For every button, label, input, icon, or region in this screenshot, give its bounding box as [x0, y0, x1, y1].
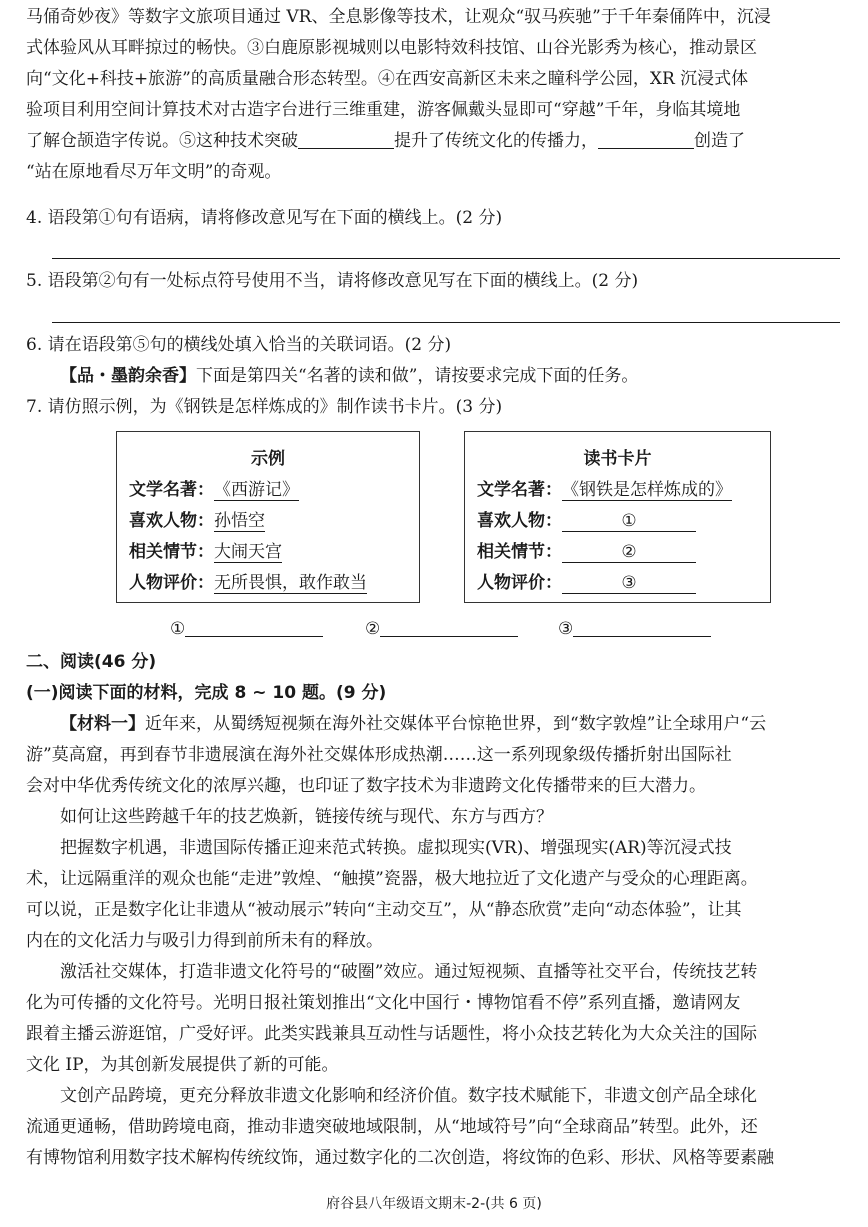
material-line: 有博物馆利用数字技术解构传统纹饰，通过数字化的二次创造，将纹饰的色彩、形状、风格等要素融 — [26, 1148, 774, 1168]
material-line: 会对中华优秀传统文化的浓厚兴趣，也印证了数字技术为非遗跨文化传播带来的巨大潜力。 — [26, 776, 706, 796]
passage-line: 验项目利用空间计算技术对古造字台进行三维重建，游客佩戴头显即可“穿越”千年，身临其境地 — [26, 100, 741, 120]
passage-text: 了解仓颉造字传说。⑤这种技术突破 — [26, 131, 298, 151]
passage-line-with-blanks — [26, 126, 844, 157]
passage-line: 式体验风从耳畔掠过的畅快。③白鹿原影视城则以电影特效科技馆、山谷光影秀为核心，推动景区 — [26, 38, 757, 58]
reading-section — [26, 647, 844, 1174]
material-line: 激活社交媒体，打造非遗文化符号的“破圈”效应。通过短视频、直播等社交平台，传统技艺转 — [60, 962, 758, 982]
card-value: 孙悟空 — [214, 506, 265, 532]
answer-mark: ② — [365, 619, 381, 639]
card-blank[interactable]: ③ — [562, 573, 696, 594]
material-line: 内在的文化活力与吸引力得到前所未有的释放。 — [26, 931, 383, 951]
material-line: 把握数字机遇，非遗国际传播正迎来范式转换。虚拟现实(VR)、增强现实(AR)等沉浸式技 — [60, 838, 732, 858]
card-row — [129, 475, 299, 501]
card-key: 相关情节： — [477, 542, 562, 562]
answer-mark: ① — [170, 619, 186, 639]
question-5 — [26, 266, 844, 297]
material-line: 化为可传播的文化符号。光明日报社策划推出“文化中国行・博物馆看不停”系列直播，邀请网友 — [26, 993, 741, 1013]
fill-blank-1[interactable] — [298, 128, 394, 149]
question-text: 6. 请在语段第⑤句的横线处填入恰当的关联词语。(2 分) — [26, 335, 452, 355]
card-key: 人物评价： — [477, 573, 562, 593]
card-row — [477, 568, 696, 594]
card-title: 示例 — [251, 449, 285, 469]
material-line: 术，让远隔重洋的观众也能“走进”敦煌、“触摸”瓷器，极大地拉近了文化遗产与受众的心理距离。 — [26, 869, 758, 889]
card-row — [477, 537, 696, 563]
card-key: 文学名著： — [477, 480, 562, 500]
question-text: 4. 语段第①句有语病，请将修改意见写在下面的横线上。(2 分) — [26, 208, 503, 228]
material-line — [26, 709, 844, 740]
material-line: 文创产品跨境，更充分释放非遗文化影响和经济价值。数字技术赋能下，非遗文创产品全球化 — [60, 1086, 757, 1106]
card-key: 喜欢人物： — [129, 511, 214, 531]
material-line: 可以说，正是数字化让非遗从“被动展示”转向“主动交互”，从“静态欣赏”走向“动态体验”，让其 — [26, 900, 742, 920]
reading-card — [464, 431, 771, 603]
passage-text: 创造了 — [694, 131, 745, 151]
question-text: 5. 语段第②句有一处标点符号使用不当，请将修改意见写在下面的横线上。(2 分) — [26, 271, 639, 291]
card-value: 《西游记》 — [214, 475, 299, 501]
fill-blank-2[interactable] — [598, 128, 694, 149]
card-key: 喜欢人物： — [477, 511, 562, 531]
section-intro — [26, 361, 844, 392]
card-blank[interactable]: ① — [562, 511, 696, 532]
card-row — [129, 537, 282, 563]
example-card — [116, 431, 420, 603]
card-value: 大闹天宫 — [214, 537, 282, 563]
answer-line-q4[interactable] — [52, 258, 840, 259]
card-row — [129, 568, 367, 594]
passage-top — [26, 2, 844, 188]
answer-blank-3[interactable] — [558, 618, 711, 639]
page-footer: 府谷县八年级语文期末-2-(共 6 页) — [326, 1196, 542, 1212]
passage-line: 向“文化+科技+旅游”的高质量融合形态转型。④在西安高新区未来之瞳科学公园，XR 沉浸式体 — [26, 69, 749, 89]
answer-blank-2[interactable] — [365, 618, 518, 639]
answer-mark: ③ — [558, 619, 574, 639]
section-text: 下面是第四关“名著的读和做”，请按要求完成下面的任务。 — [196, 366, 639, 386]
section-tag: 【品・墨韵余香】 — [60, 366, 196, 386]
card-key: 人物评价： — [129, 573, 214, 593]
material-line: 游”莫高窟，再到春节非遗展演在海外社交媒体形成热潮……这一系列现象级传播折射出国际社 — [26, 745, 732, 765]
card-title: 读书卡片 — [583, 449, 652, 469]
card-row — [129, 506, 265, 532]
question-text: 7. 请仿照示例，为《钢铁是怎样炼成的》制作读书卡片。(3 分) — [26, 397, 503, 417]
question-6-block — [26, 330, 844, 423]
passage-text: 提升了传统文化的传播力， — [394, 131, 598, 151]
passage-line: 马俑奇妙夜》等数字文旅项目通过 VR、全息影像等技术，让观众“驭马疾驰”于千年秦俑阵中，沉浸 — [26, 7, 771, 27]
part-heading: (一)阅读下面的材料，完成 8 ~ 10 题。(9 分) — [26, 683, 387, 703]
card-blank[interactable]: ② — [562, 542, 696, 563]
card-row — [477, 475, 732, 501]
material-line: 文化 IP，为其创新发展提供了新的可能。 — [26, 1055, 339, 1075]
card-value: 《钢铁是怎样炼成的》 — [562, 475, 732, 501]
passage-line: “站在原地看尽万年文明”的奇观。 — [26, 162, 282, 182]
card-value: 无所畏惧，敢作敢当 — [214, 568, 367, 594]
card-row — [477, 506, 696, 532]
card-key: 相关情节： — [129, 542, 214, 562]
material-tag: 【材料一】 — [60, 714, 145, 734]
material-line: 如何让这些跨越千年的技艺焕新，链接传统与现代、东方与西方？ — [60, 807, 553, 827]
answer-blank-1[interactable] — [170, 618, 323, 639]
question-4 — [26, 203, 844, 234]
card-key: 文学名著： — [129, 480, 214, 500]
material-text: 近年来，从蜀绣短视频在海外社交媒体平台惊艳世界，到“数字敦煌”让全球用户“云 — [145, 714, 767, 734]
material-line: 流通更通畅，借助跨境电商，推动非遗突破地域限制，从“地域符号”向“全球商品”转型。此外，还 — [26, 1117, 758, 1137]
answer-line-q5[interactable] — [52, 322, 840, 323]
section-heading: 二、阅读(46 分) — [26, 652, 157, 672]
material-line: 跟着主播云游逛馆，广受好评。此类实践兼具互动性与话题性，将小众技艺转化为大众关注的国际 — [26, 1024, 757, 1044]
